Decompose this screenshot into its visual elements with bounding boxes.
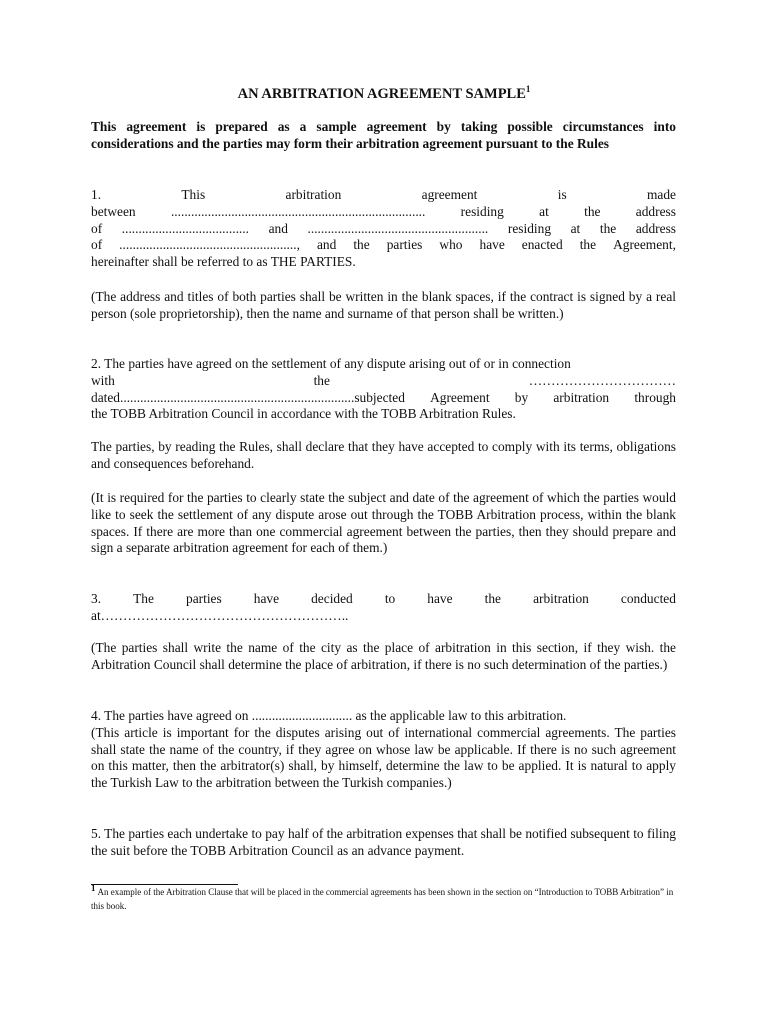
word: made: [646, 187, 676, 202]
paragraph-1-line-1: [91, 187, 676, 204]
word: arbitration: [553, 389, 610, 405]
word: ............................................................................: [170, 203, 426, 219]
word: by: [514, 389, 529, 405]
declaration-paragraph: The parties, by reading the Rules, shall declare that they have accepted to comply with its terms, obligations and consequences beforehand.: [91, 439, 676, 471]
word: decided: [311, 591, 353, 606]
word: .....................................................,: [119, 237, 300, 253]
paragraph-2: [91, 356, 676, 423]
word: enacted: [521, 237, 563, 253]
word: and: [268, 220, 288, 236]
word: The: [133, 591, 154, 606]
note-1: (The address and titles of both parties shall be written in the blank spaces, if the contract is signed by a real person (sole proprietorship), then the name and surname of that person shall be written.): [91, 289, 676, 321]
paragraph-3-line-1: [91, 591, 676, 608]
paragraph-2-line-1: 2. The parties have agreed on the settlement of any dispute arising out of or in connection: [91, 356, 571, 371]
word: the: [584, 203, 601, 219]
word: the: [484, 591, 501, 606]
word: have: [253, 591, 280, 606]
word: Agreement,: [613, 237, 676, 253]
word: with: [91, 372, 115, 388]
paragraph-1: [91, 187, 676, 271]
footnote-marker: 1: [91, 883, 96, 893]
word: who: [439, 237, 463, 253]
word: the: [599, 220, 617, 236]
word: agreement: [421, 187, 478, 202]
paragraph-2-line-4: the TOBB Arbitration Council in accordance with the TOBB Arbitration Rules.: [91, 406, 516, 422]
word: ……………………………: [528, 372, 676, 388]
word: is: [557, 187, 567, 202]
document-title: [0, 84, 768, 104]
paragraph-1-line-3: [91, 221, 676, 238]
word: residing: [507, 220, 552, 236]
word: have: [427, 591, 453, 606]
word: of: [91, 220, 103, 236]
paragraph-1-line-4: [91, 237, 676, 254]
word: 1.: [91, 187, 102, 202]
word: parties: [186, 591, 222, 606]
intro-paragraph: This agreement is prepared as a sample agreement by taking possible circumstances into considerations and the parties may form their arbitration agreement pursuant to the Rules: [91, 119, 676, 151]
paragraph-4-explanation: (This article is important for the disputes arising out of international commercial agreements. The parties shall state the name of the country, if they agree on whose law be applicable. If there is no such agreement on this matter, then the arbitrator(s) shall, by himself, determine the law to be applied. It is natural to apply the Turkish Law to the arbitration between the Turkish companies.): [91, 724, 676, 791]
word: between: [91, 203, 136, 219]
word: 3.: [91, 591, 102, 606]
note-2: (It is required for the parties to clearly state the subject and date of the agreement of which the parties would like to seek the settlement of any dispute arose out through the TOBB Arbitration process, within the blank spaces. If there are more than one commercial agreement between the parties, then they should prepare and sign a separate arbitration agreement for each of them.): [91, 490, 676, 556]
word: the: [313, 372, 330, 388]
word: arbitration: [533, 591, 589, 606]
word: This: [181, 187, 206, 202]
paragraph-1-line-2: [91, 204, 676, 221]
word: address: [635, 203, 676, 219]
word: parties: [386, 237, 423, 253]
word: arbitration: [285, 187, 342, 202]
paragraph-3-line-2: at………………………………………………..: [91, 607, 349, 623]
note-3: (The parties shall write the name of the city as the place of arbitration in this section, if they wish. the Arbitration Council shall determine the place of arbitration, if there is no such determination of the parties.): [91, 640, 676, 672]
word: and: [316, 237, 337, 253]
word: the: [579, 237, 597, 253]
paragraph-4-line-1: 4. The parties have agreed on .............................. as the applicable law to this arbitration.: [91, 708, 567, 723]
paragraph-4: [91, 708, 676, 792]
word: ......................................: [121, 220, 249, 236]
word: conducted: [620, 591, 676, 606]
paragraph-5: 5. The parties each undertake to pay half of the arbitration expenses that shall be notified subsequent to filing the suit before the TOBB Arbitration Council as an advance payment.: [91, 826, 676, 858]
word: at: [570, 220, 581, 236]
word: the: [353, 237, 370, 253]
footnote-text: An example of the Arbitration Clause that will be placed in the commercial agreements has been shown in the section on “Introduction to TOBB Arbitration” in this book.: [91, 887, 674, 911]
title-text: AN ARBITRATION AGREEMENT SAMPLE: [237, 86, 526, 102]
word: dated......................................................................subjected: [91, 389, 405, 405]
paragraph-1-line-5: hereinafter shall be referred to as THE PARTIES.: [91, 254, 356, 270]
footnote: [91, 885, 676, 913]
word: to: [384, 591, 396, 606]
paragraph-3: [91, 591, 676, 625]
word: address: [635, 220, 676, 236]
word: ......................................................: [307, 220, 489, 236]
word: have: [479, 237, 505, 253]
footnote-reference: 1: [525, 84, 531, 95]
paragraph-2-line-3: [91, 390, 676, 407]
word: through: [634, 389, 676, 405]
word: of: [91, 237, 103, 253]
word: Agreement: [430, 389, 490, 405]
word: residing: [460, 203, 504, 219]
word: at: [539, 203, 549, 219]
paragraph-2-line-2: [91, 373, 676, 390]
